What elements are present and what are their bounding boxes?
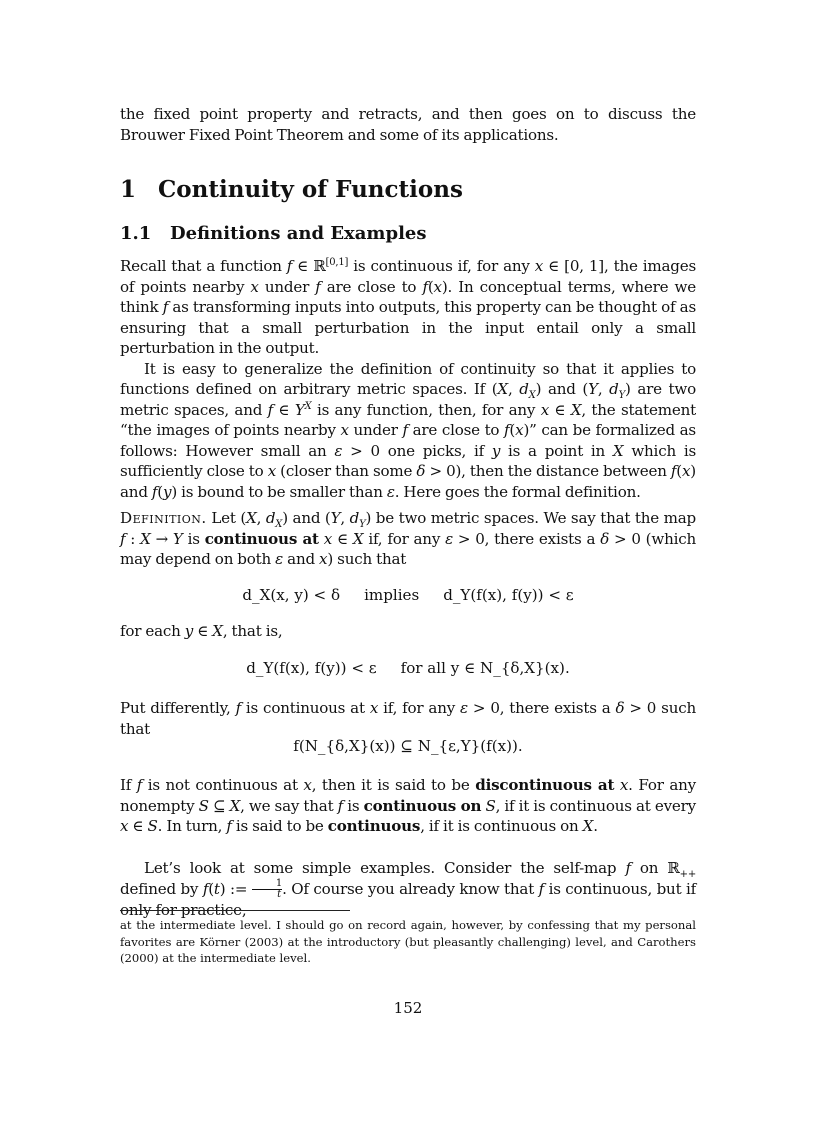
section-title: Continuity of Functions: [158, 176, 463, 203]
page-number: 152: [393, 999, 423, 1017]
eq2-word: for all y ∈ N_{δ,X}(x).: [400, 659, 570, 677]
display-equation-3: f(N_{δ,X}(x)) ⊆ N_{ε,Y}(f(x)).: [293, 737, 523, 755]
subsection-number: 1.1: [120, 223, 152, 244]
subsection-title: Definitions and Examples: [170, 223, 427, 244]
subsection-heading: [120, 223, 427, 244]
definition-block: Definition. Let (X, $d_X$) and (Y, $d_Y$) be two metric spaces. We say that the map f : X → Y is continuous at x ∈ X if, for any ε > 0, there exists a δ > 0 (which may depend on both ε and x) such that: [120, 509, 696, 568]
display-equation-2: [120, 659, 696, 677]
eq1-word: implies: [364, 586, 420, 604]
display-equation-1: [120, 586, 696, 604]
definition-label: Definition.: [120, 509, 207, 527]
section-number: 1: [120, 176, 137, 203]
paragraph-continuity-recall: Recall that a function f ∈ ℝ[0,1] is continuous if, for any x ∈ [0, 1], the images of points nearby x under f are close to f(x). In conceptual terms, where we think f as transforming inputs into outputs, this property can be thought of as ensuring that a small perturbation in the input entail only a small perturbation in the output. It is easy to generalize the definition of continuity so that it applies to functions defined on arbitrary metric spaces. If (X, $d_X$) and (Y, $d_Y$) are two metric spaces, and f ∈ $Y^X$ is any function, then, for any x ∈ X, the statement “the images of points nearby x under f are close to f(x)” can be formalized as follows: However small an ε > 0 one picks, if y is a point in X which is sufficiently close to x (closer than some δ > 0), then the distance between f(x) and f(y) is bound to be smaller than ε. Here goes the formal definition.: [120, 256, 697, 501]
footnote-rule: [120, 910, 350, 911]
examples-paragraph: Let’s look at some simple examples. Consider the self-map f on ℝ$_{++}$ defined by f(t) := $\frac{1}{t}$ . Of course you already know that f is continuous, but if only for practice,: [120, 859, 696, 919]
eq1-right: d_Y(f(x), f(y)) < ε: [443, 586, 574, 604]
intro-paragraph: the fixed point property and retracts, and then goes on to discuss the Brouwer Fixed Point Theorem and some of its applications.: [120, 105, 696, 144]
put-differently-line: Put differently, f is continuous at x if, for any ε > 0, there exists a δ > 0 such that: [120, 699, 696, 738]
discontinuous-paragraph: If f is not continuous at x, then it is said to be discontinuous at x. For any nonempty S ⊆ X, we say that f is continuous on S, if it is continuous at every x ∈ S. In turn, f is said to be continuous, if it is continuous on X.: [120, 776, 696, 835]
eq1-left: d_X(x, y) < δ: [242, 586, 341, 604]
eq2-left: d_Y(f(x), f(y)) < ε: [246, 659, 377, 677]
for-each-line: for each y ∈ X, that is,: [120, 622, 283, 640]
footnote: at the intermediate level. I should go on record again, however, by confessing that my personal favorites are Körner (2003) at the introductory (but pleasantly challenging) level, and Carothers (2000) at the intermediate level.: [120, 918, 696, 965]
section-heading: [120, 176, 463, 203]
